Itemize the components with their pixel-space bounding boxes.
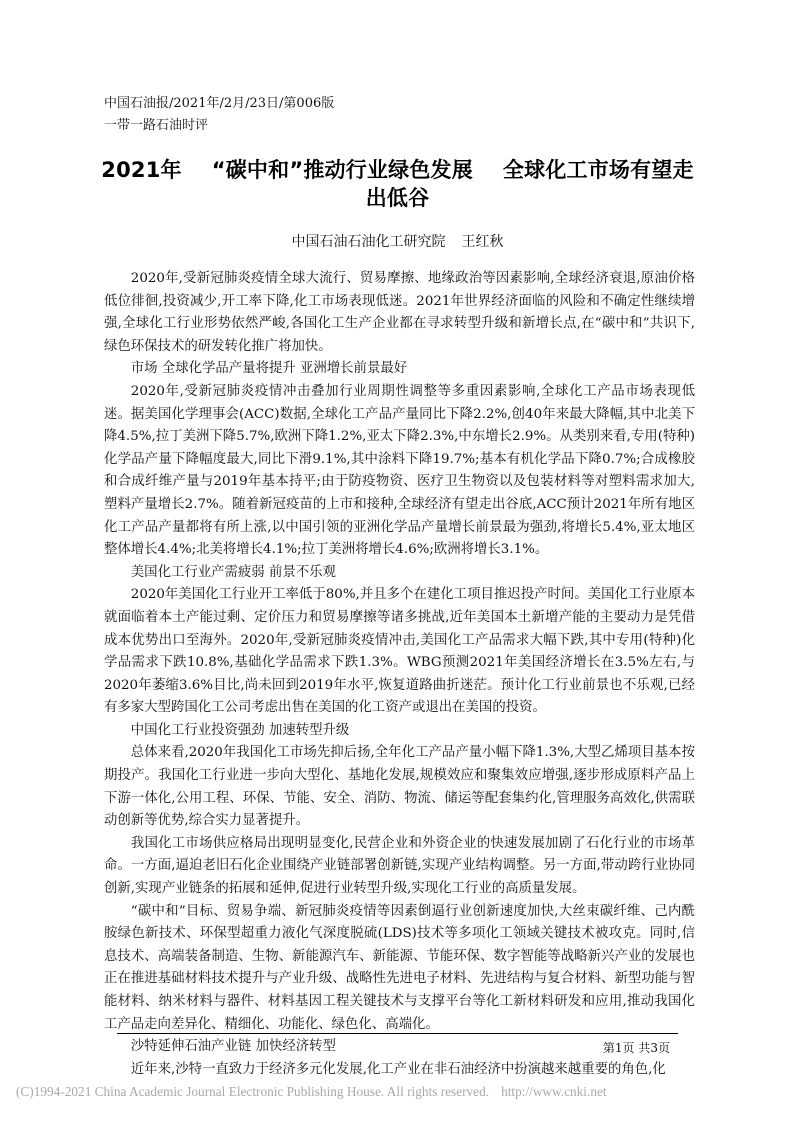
- page-indicator: 第1页 共3页: [602, 1041, 670, 1055]
- paragraph: 近年来,沙特一直致力于经济多元化发展,化工产业在非石油经济中扮演越来越重要的角色,化: [130, 1061, 666, 1077]
- paragraph: 2020年美国化工行业开工率低于80%,并且多个在建化工项目推迟投产时间。美国化工行业原本就面临着本土产能过剩、定价压力和贸易摩擦等诸多挑战,近年美国本土新增产能的主要动力是凭借成本优势出口至海外。2020年,受新冠肺炎疫情冲击,美国化工产品需求大幅下跌,其中专用(特种)化学品需求下跌10.8%,基础化学品需求下跌1.3%。WBG预测2021年美国经济增长在3.5%左右,与2020年萎缩3.6%目比,尚未回到2019年水平,恢复道路曲折迷茫。预计化工行业前景也不乐观,已经有多家大型跨国化工公司考虑出售在美国的化工资产或退出在美国的投资。: [104, 587, 695, 716]
- copyright-notice: [16, 1084, 607, 1100]
- paragraph: 2020年,受新冠肺炎疫情冲击叠加行业周期性调整等多重因素影响,全球化工产品市场表现低迷。据美国化学理事会(ACC)数据,全球化工产品产量同比下降2.2%,创40年来最大降幅,其中北美下降4.5%,拉丁美洲下降5.7%,欧洲下降1.2%,亚太下降2.3%,中东增长2.9%。从类别来看,专用(特种)化学品产量下降幅度最大,同比下滑9.1%,其中涂料下降19.7%;基本有机化学品下降0.7%;合成橡胶和合成纤维产量与2019年基本持平;由于防疫物资、医疗卫生物资以及包装材料等对塑料需求加大,塑料产量增长2.7%。随着新冠疫苗的上市和接种,全球经济有望走出谷底,ACC预计2021年所有地区化工产品产量都将有所上涨,以中国引领的亚洲化学品产量增长前景最为强劲,将增长5.4%,亚太地区整体增长4.4%;北美将增长4.1%;拉丁美洲将增长4.6%;欧洲将增长3.1%。: [104, 383, 695, 558]
- article-title: [100, 156, 695, 212]
- article-body: [104, 268, 695, 1081]
- cnki-link[interactable]: http://www.cnki.net: [501, 1084, 607, 1099]
- paragraph: 总体来看,2020年我国化工市场先抑后扬,全年化工产品产量小幅下降1.3%,大型乙烯项目基本按期投产。我国化工行业进一步向大型化、基地化发展,规模效应和聚集效应增强,逐步形成原料产品上下游一体化,公用工程、环保、节能、安全、消防、物流、储运等配套集约化,管理服务高效化,供需联动创新等优势,综合实力显著提升。: [104, 745, 695, 829]
- footer-divider: [117, 1033, 678, 1034]
- title-sub: 全球化工市场有望走出低谷: [365, 158, 694, 210]
- section-subheading: 美国化工行业产需疲弱 前景不乐观: [130, 564, 336, 580]
- paragraph: 2020年,受新冠肺炎疫情全球大流行、贸易摩擦、地缘政治等因素影响,全球经济衰退,原油价格低位徘徊,投资减少,开工率下降,化工市场表现低迷。2021年世界经济面临的风险和不确定性继续增强,全球化工行业形势依然严峻,各国化工生产企业都在寻求转型升级和新增长点,在“碳中和”共识下,绿色环保技术的研发转化推广将加快。: [104, 271, 695, 354]
- paragraph: 我国化工市场供应格局出现明显变化,民营企业和外资企业的快速发展加剧了石化行业的市场革命。一方面,逼迫老旧石化企业围绕产业链部署创新链,实现产业结构调整。另一方面,带动跨行业协同创新,实现产业链条的拓展和延伸,促进行业转型升级,实现化工行业的高质量发展。: [104, 835, 695, 897]
- section-subheading: 市场 全球化学品产量将提升 亚洲增长前景最好: [130, 361, 408, 377]
- source-line: 中国石油报/2021年/2月/23日/第006版: [104, 96, 335, 111]
- author-line: [100, 232, 695, 252]
- author-org: 中国石油石油化工研究院: [291, 234, 446, 250]
- title-year: 2021年: [101, 158, 182, 182]
- copyright-text: (C)1994-2021 China Academic Journal Electronic Publishing House. All rights reserved.: [16, 1084, 490, 1099]
- author-name: 王红秋: [461, 234, 504, 250]
- section-subheading: 中国化工行业投资强劲 加速转型升级: [130, 722, 350, 738]
- section-subheading: 沙特延伸石油产业链 加快经济转型: [130, 1039, 336, 1055]
- column-name: 一带一路石油时评: [104, 118, 209, 133]
- title-main: “碳中和”推动行业绿色发展: [211, 158, 473, 182]
- paragraph: “碳中和”目标、贸易争端、新冠肺炎疫情等因素倒逼行业创新速度加快,大丝束碳纤维、己内酰胺绿色新技术、环保型超重力液化气深度脱硫(LDS)技术等多项化工领域关键技术被攻克。同时,信息技术、高端装备制造、生物、新能源汽车、新能源、节能环保、数字智能等战略新兴产业的发展也正在推进基础材料技术提升与产业升级、战略性先进电子材料、先进结构与复合材料、新型功能与智能材料、纳米材料与器件、材料基因工程关键技术与支撑平台等化工新材料研发和应用,推动我国化工产品走向差异化、精细化、功能化、绿色化、高端化。: [104, 903, 695, 1032]
